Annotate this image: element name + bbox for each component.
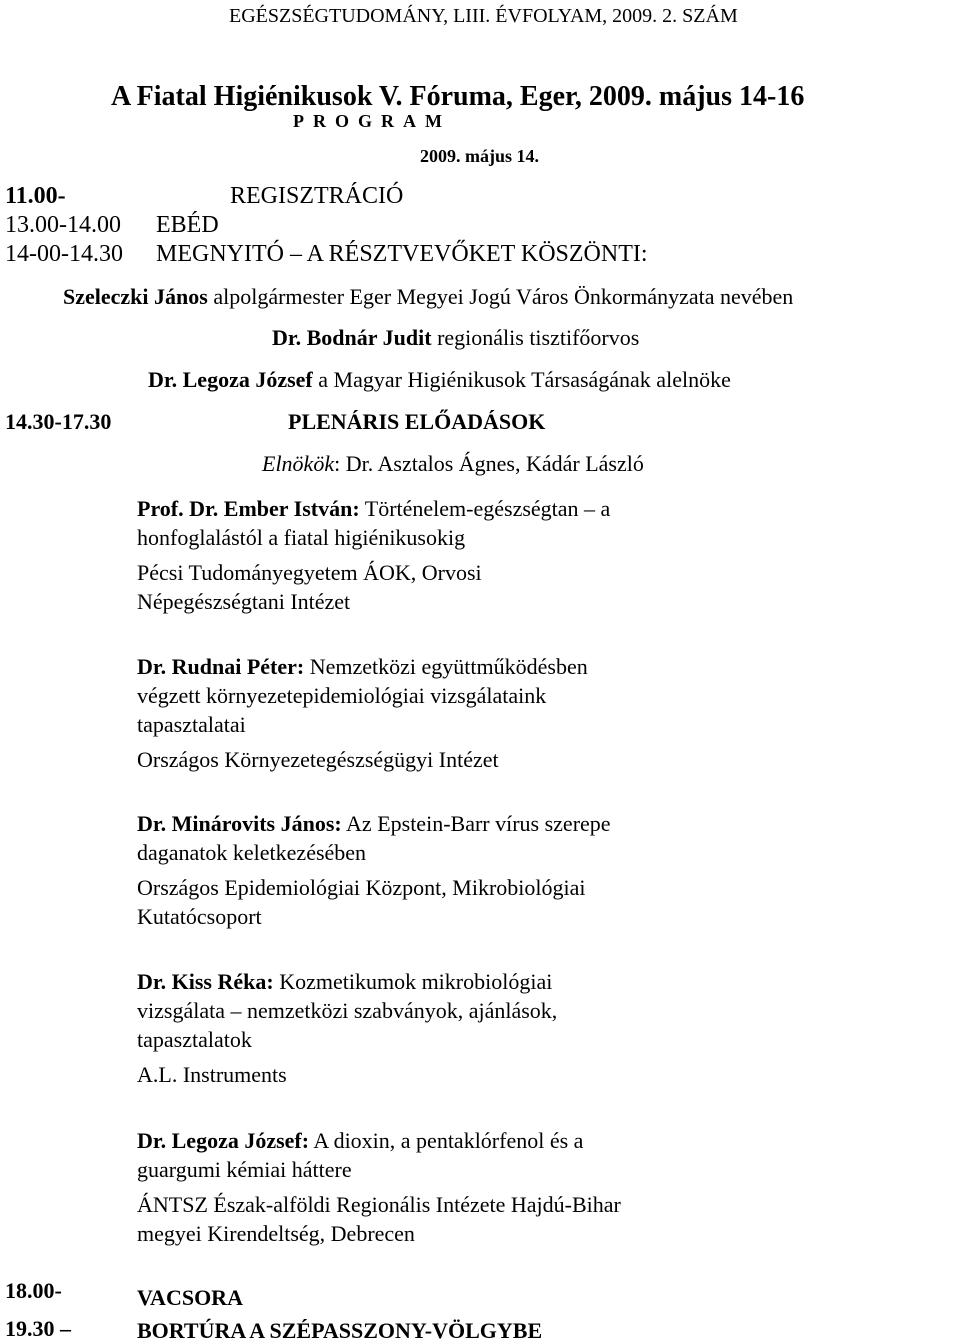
talk-title: Kozmetikumok mikrobiológiai bbox=[279, 969, 553, 994]
talk-institution: Pécsi Tudományegyetem ÁOK, Orvosi bbox=[137, 560, 482, 585]
greeter-3 bbox=[148, 369, 731, 391]
talk-4 bbox=[137, 967, 737, 1089]
chairs-names: : Dr. Asztalos Ágnes, Kádár László bbox=[334, 451, 644, 476]
talk-institution: Országos Környezetegészségügyi Intézet bbox=[137, 747, 499, 772]
talk-institution-cont: Kutatócsoport bbox=[137, 904, 262, 929]
talk-2 bbox=[137, 652, 737, 774]
tour-label: BORTÚRA A SZÉPASSZONY-VÖLGYBE bbox=[137, 1318, 543, 1343]
opening-label: MEGNYITÓ – A RÉSZTVEVŐKET KÖSZÖNTI: bbox=[156, 241, 648, 267]
talk-title: Történelem-egészségtan – a bbox=[364, 496, 611, 521]
lunch-label: EBÉD bbox=[156, 212, 219, 238]
talk-speaker: Prof. Dr. Ember István: bbox=[137, 496, 360, 521]
greeter-1 bbox=[63, 286, 793, 308]
dinner-label: VACSORA bbox=[137, 1285, 243, 1310]
talk-title-cont: honfoglalástól a fiatal higiénikusokig bbox=[137, 525, 466, 550]
talk-speaker: Dr. Legoza József: bbox=[137, 1128, 310, 1153]
greeter-role: a Magyar Higiénikusok Társaságának alelnöke bbox=[318, 367, 731, 392]
talk-title: Az Epstein-Barr vírus szerepe bbox=[346, 811, 611, 836]
talk-5 bbox=[137, 1126, 737, 1248]
talk-title-cont: daganatok keletkezésében bbox=[137, 840, 367, 865]
talk-speaker: Dr. Kiss Réka: bbox=[137, 969, 274, 994]
talk-title-cont: guargumi kémiai háttere bbox=[137, 1157, 352, 1182]
greeter-2 bbox=[272, 327, 639, 349]
registration-label: REGISZTRÁCIÓ bbox=[230, 183, 404, 209]
talk-title-cont: tapasztalatok bbox=[137, 1027, 252, 1052]
plenary-label: PLENÁRIS ELŐADÁSOK bbox=[288, 409, 546, 434]
talk-institution-cont: Népegészségtani Intézet bbox=[137, 589, 351, 614]
talk-institution: ÁNTSZ Észak-alföldi Regionális Intézete Hajdú-Bihar bbox=[137, 1192, 621, 1217]
page-title: A Fiatal Higiénikusok V. Fóruma, Eger, 2009. május 14-16 bbox=[111, 81, 805, 112]
plenary-time: 14.30-17.30 bbox=[5, 409, 112, 434]
talk-title: A dioxin, a pentaklórfenol és a bbox=[313, 1128, 584, 1153]
chairs-label: Elnökök bbox=[262, 451, 335, 476]
greeter-name: Dr. Legoza József bbox=[148, 367, 313, 392]
registration-time: 11.00- bbox=[5, 183, 66, 209]
opening-time: 14-00-14.30 bbox=[5, 241, 123, 267]
greeter-name: Szeleczki János bbox=[63, 284, 208, 309]
talk-institution: Országos Epidemiológiai Központ, Mikrobiológiai bbox=[137, 875, 586, 900]
talk-institution-cont: megyei Kirendeltség, Debrecen bbox=[137, 1221, 415, 1246]
lunch-time: 13.00-14.00 bbox=[5, 212, 121, 238]
talk-3 bbox=[137, 809, 737, 931]
talk-speaker: Dr. Rudnai Péter: bbox=[137, 654, 305, 679]
talk-title: Nemzetközi együttműködésben bbox=[309, 654, 588, 679]
greeter-name: Dr. Bodnár Judit bbox=[272, 325, 432, 350]
dinner-time: 18.00- bbox=[5, 1278, 62, 1303]
journal-header: EGÉSZSÉGTUDOMÁNY, LIII. ÉVFOLYAM, 2009. 2. SZÁM bbox=[229, 5, 738, 27]
talk-institution: A.L. Instruments bbox=[137, 1062, 287, 1087]
tour-time: 19.30 – bbox=[5, 1316, 71, 1341]
talk-title-cont: végzett környezetepidemiológiai vizsgálataink bbox=[137, 683, 547, 708]
talk-title-cont: vizsgálata – nemzetközi szabványok, ajánlások, bbox=[137, 998, 558, 1023]
greeter-role: alpolgármester Eger Megyei Jogú Város Önkormányzata nevében bbox=[213, 284, 794, 309]
talk-1 bbox=[137, 494, 737, 616]
greeter-role: regionális tisztifőorvos bbox=[437, 325, 640, 350]
talk-title-cont: tapasztalatai bbox=[137, 712, 246, 737]
talk-speaker: Dr. Minárovits János: bbox=[137, 811, 342, 836]
program-label: PROGRAM bbox=[293, 111, 451, 131]
plenary-chairs bbox=[262, 453, 644, 475]
day-date: 2009. május 14. bbox=[420, 146, 540, 166]
